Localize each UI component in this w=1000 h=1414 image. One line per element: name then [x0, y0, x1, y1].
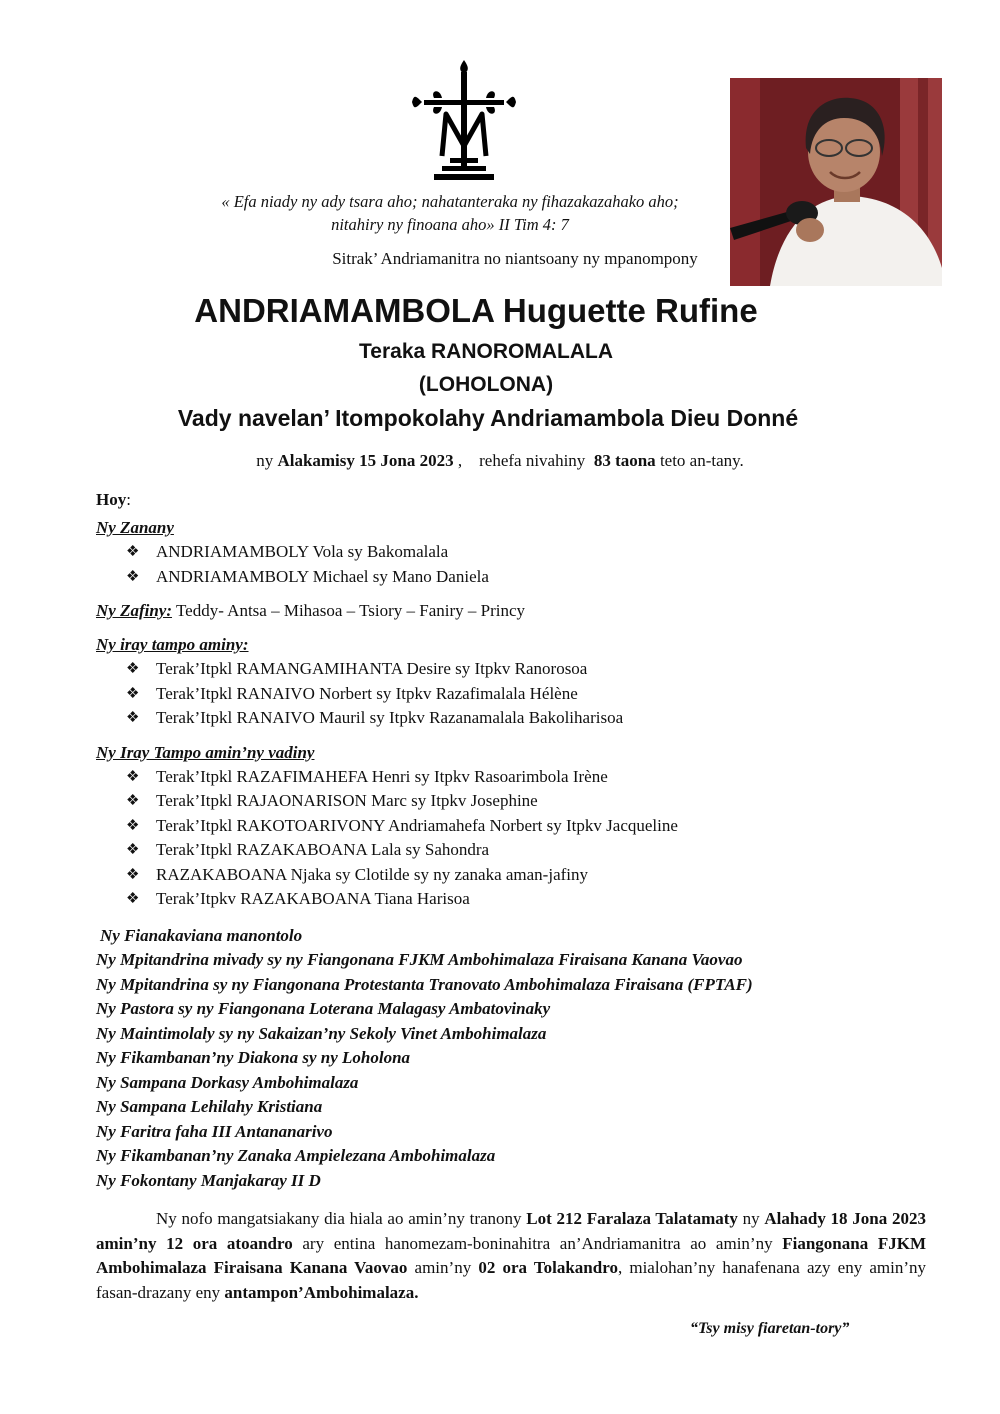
list-item: [126, 706, 926, 731]
closing-phrase: “Tsy misy fiaretan-tory”: [690, 1320, 850, 1337]
funeral-details-paragraph: [96, 1207, 926, 1305]
section-heading-iray-tampo-vady: Ny Iray Tampo amin’ny vadiny: [96, 742, 315, 762]
para-text: , mialohan’ny hanafenana azy eny amin’ny fasan-drazany eny: [96, 1258, 927, 1302]
family-line: Ny Fikambanan’ny Diakona sy ny Loholona: [96, 1048, 411, 1067]
family-line: Ny Sampana Lehilahy Kristiana: [96, 1097, 323, 1116]
family-line: Ny Fokontany Manjakaray II D: [96, 1170, 321, 1190]
section-heading-iray-tampo: Ny iray tampo aminy:: [96, 635, 249, 654]
list-item-text: Terak’Itpkv RAZAKABOANA Tiana Harisoa: [156, 889, 470, 908]
date-suffix: teto an-tany.: [655, 451, 744, 470]
burial-place: antampon’Ambohimalaza.: [224, 1282, 419, 1302]
list-iray-tampo-vady: [96, 765, 926, 912]
list-item-text: Terak’Itpkl RAKOTOARIVONY Andriamahefa Norbert sy Itpkv Jacqueline: [156, 815, 678, 835]
para-text: Ny nofo mangatsiakany dia hiala ao amin’ny tranony: [156, 1209, 527, 1228]
list-item: [126, 657, 926, 682]
list-item-text: ANDRIAMAMBOLY Vola sy Bakomalala: [156, 542, 449, 561]
family-line: Ny Maintimolaly sy ny Sakaizan’ny Sekoly Vinet Ambohimalaza: [96, 1023, 547, 1043]
bible-verse: [200, 190, 700, 236]
list-item: [126, 887, 926, 912]
family-line: Ny Mpitandrina sy ny Fiangonana Protestanta Tranovato Ambohimalaza Firaisana (FPTAF): [96, 974, 753, 994]
para-text: amin’ny: [407, 1258, 479, 1277]
list-item-text: Terak’Itpkl RANAIVO Norbert sy Itpkv Razafimalala Hélène: [156, 683, 578, 703]
date-line: [0, 451, 1000, 471]
hoy-colon: :: [126, 490, 131, 509]
subtitle: Sitrak’ Andriamanitra no niantsoany ny mpanompony: [332, 249, 698, 268]
birth-name: Teraka RANOROMALALA: [359, 340, 613, 363]
list-item: [126, 838, 926, 863]
list-item-text: Terak’Itpkl RANAIVO Mauril sy Itpkv Razanamalala Bakoliharisoa: [156, 708, 624, 727]
bullet-icon: ❖: [126, 661, 140, 677]
home-address: Lot 212 Faralaza Talatamaty: [526, 1209, 738, 1228]
family-line: Ny Fikambanan’ny Zanaka Ampielezana Ambohimalaza: [96, 1146, 496, 1165]
deceased-name: ANDRIAMAMBOLA Huguette Rufine: [194, 292, 758, 329]
list-item-text: RAZAKABOANA Njaka sy Clotilde sy ny zanaka aman-jafiny: [156, 864, 588, 884]
family-line: Ny Faritra faha III Antananarivo: [96, 1121, 333, 1141]
list-item-text: Terak’Itpkl RAZAKABOANA Lala sy Sahondra: [156, 840, 490, 859]
bullet-icon: ❖: [126, 768, 140, 785]
bullet-icon: ❖: [126, 891, 140, 907]
list-zanany: [96, 540, 926, 589]
list-item: [126, 814, 926, 839]
verse-line-1: « Efa niady ny ady tsara aho; nahatanteraka ny fihazakazahako aho;: [221, 192, 679, 211]
list-item: [126, 789, 926, 814]
list-item-text: ANDRIAMAMBOLY Michael sy Mano Daniela: [156, 566, 489, 586]
date-prefix: ny: [256, 451, 278, 470]
bullet-icon: ❖: [126, 710, 140, 726]
bullet-icon: ❖: [126, 793, 140, 809]
departure-time: Alahady 18 Jona 2023 amin’ny 12 ora atoandro: [96, 1209, 926, 1253]
list-item-text: Terak’Itpkl RAZAFIMAHEFA Henri sy Itpkv Rasoarimbola Irène: [156, 766, 608, 786]
zafiny-names: Teddy- Antsa – Mihasoa – Tsiory – Faniry – Princy: [172, 601, 526, 620]
family-line: Ny Mpitandrina mivady sy ny Fiangonana FJKM Ambohimalaza Firaisana Kanana Vaovao: [96, 950, 743, 969]
hoy-label: [96, 490, 926, 510]
service-time: 02 ora Tolakandro: [478, 1258, 618, 1277]
bullet-icon: ❖: [126, 544, 140, 560]
announcement-body: [96, 490, 926, 1305]
date-middle: , rehefa nivahiny: [453, 451, 594, 470]
list-item: [126, 765, 926, 790]
bullet-icon: ❖: [126, 568, 140, 585]
cross-monogram-logo: [412, 58, 516, 188]
title-loholona: (LOHOLONA): [418, 373, 554, 396]
list-iray-tampo: [96, 657, 926, 731]
para-text: ny: [737, 1209, 765, 1228]
list-item-text: Terak’Itpkl RAMANGAMIHANTA Desire sy Itpkv Ranorosoa: [156, 659, 588, 678]
hoy-word: Hoy: [96, 490, 127, 509]
family-list: [96, 924, 926, 1194]
section-heading-zafiny: Ny Zafiny:: [96, 601, 173, 620]
bullet-icon: ❖: [126, 842, 140, 858]
list-item-text: Terak’Itpkl RAJAONARISON Marc sy Itpkv Josephine: [156, 791, 538, 810]
bullet-icon: ❖: [126, 817, 140, 834]
church-name: Fiangonana FJKM Ambohimalaza Firaisana Kanana Vaovao: [96, 1233, 927, 1277]
death-date: Alakamisy 15 Jona 2023: [277, 451, 454, 470]
list-item: [126, 540, 926, 565]
verse-line-2: nitahiry ny finoana aho» II Tim 4: 7: [331, 215, 569, 234]
section-heading-zanany: Ny Zanany: [96, 518, 174, 537]
list-item: [126, 682, 926, 707]
list-item: [126, 863, 926, 888]
list-item: [126, 565, 926, 590]
spouse-line: Vady navelan’ Itompokolahy Andriamambola Dieu Donné: [177, 405, 799, 431]
family-line: Ny Fianakaviana manontolo: [100, 925, 303, 945]
family-line: Ny Pastora sy ny Fiangonana Loterana Malagasy Ambatovinaky: [96, 999, 551, 1018]
para-text: ary entina hanomezam-boninahitra an’Andriamanitra ao amin’ny: [292, 1233, 783, 1253]
family-line: Ny Sampana Dorkasy Ambohimalaza: [96, 1072, 359, 1092]
bullet-icon: ❖: [126, 685, 140, 702]
bullet-icon: ❖: [126, 866, 140, 883]
age: 83 taona: [593, 451, 656, 470]
section-zafiny: [96, 599, 926, 623]
portrait-photo: [730, 78, 942, 286]
